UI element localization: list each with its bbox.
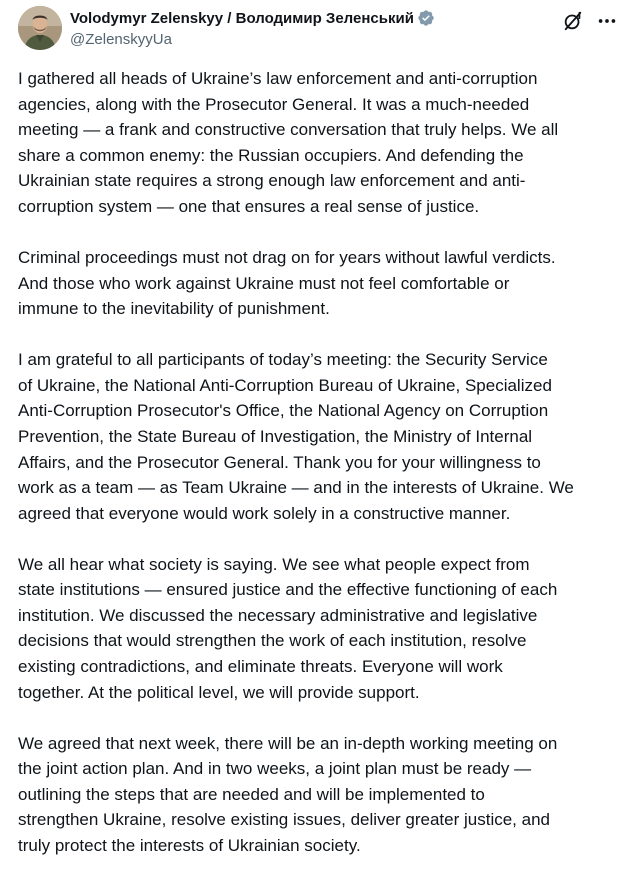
tweet-paragraph-5: We agreed that next week, there will be an in-depth working meeting on the joint action plan. And in two weeks, a joint plan must be ready — outlining the steps that are needed and will be implemented to strengthen Ukraine, resolve existing issues, deliver greater justice, and truly protect the interests of Ukrainian society. [18, 733, 558, 855]
author-handle[interactable]: @ZelenskyyUa [70, 31, 172, 48]
more-options-icon[interactable] [596, 10, 618, 32]
tweet-paragraph-3: I am grateful to all participants of today’s meeting: the Security Service of Ukraine, the National Anti-Corruption Bureau of Ukraine, Specialized Anti-Corruption Prosecutor's Office, the National Agency on Corruption Prevention, the State Bureau of Investigation, the Ministry of Internal Affairs, and the Prosecutor General. Thank you for your willingness to work as a team — as Team Ukraine — and in the interests of Ukraine. We agreed that everyone would work solely in a constructive manner. [18, 350, 574, 523]
tweet-header [18, 6, 618, 52]
tweet-paragraph-4: We all hear what society is saying. We see what people expect from state institutions — ensured justice and the effective functioning of each institution. We discussed the necessary administrative and legislative decisions that would strengthen the work of each institution, resolve existing contradictions, and eliminate threats. Everyone will work together. At the political level, we will provide support. [18, 554, 558, 702]
grok-icon[interactable] [562, 10, 584, 32]
verified-badge-icon[interactable] [417, 9, 435, 27]
tweet-paragraph-1: I gathered all heads of Ukraine’s law enforcement and anti-corruption agencies, along with the Prosecutor General. It was a much-needed meeting — a frank and constructive conversation that truly helps. We all share a common enemy: the Russian occupiers. And defending the Ukrainian state requires a strong enough law enforcement and anti- corruption system — one that ensures a real sense of justice. [18, 69, 559, 216]
avatar[interactable] [18, 6, 62, 50]
header-actions [562, 10, 618, 32]
author-info [70, 8, 435, 48]
tweet-paragraph-2: Criminal proceedings must not drag on for years without lawful verdicts. And those who work against Ukraine must not feel comfortable or immune to the inevitability of punishment. [18, 247, 556, 319]
author-display-name[interactable]: Volodymyr Zelenskyy / Володимир Зеленський [70, 9, 414, 27]
avatar-portrait-image [18, 6, 62, 50]
tweet-text [18, 66, 624, 884]
name-row [70, 8, 435, 28]
